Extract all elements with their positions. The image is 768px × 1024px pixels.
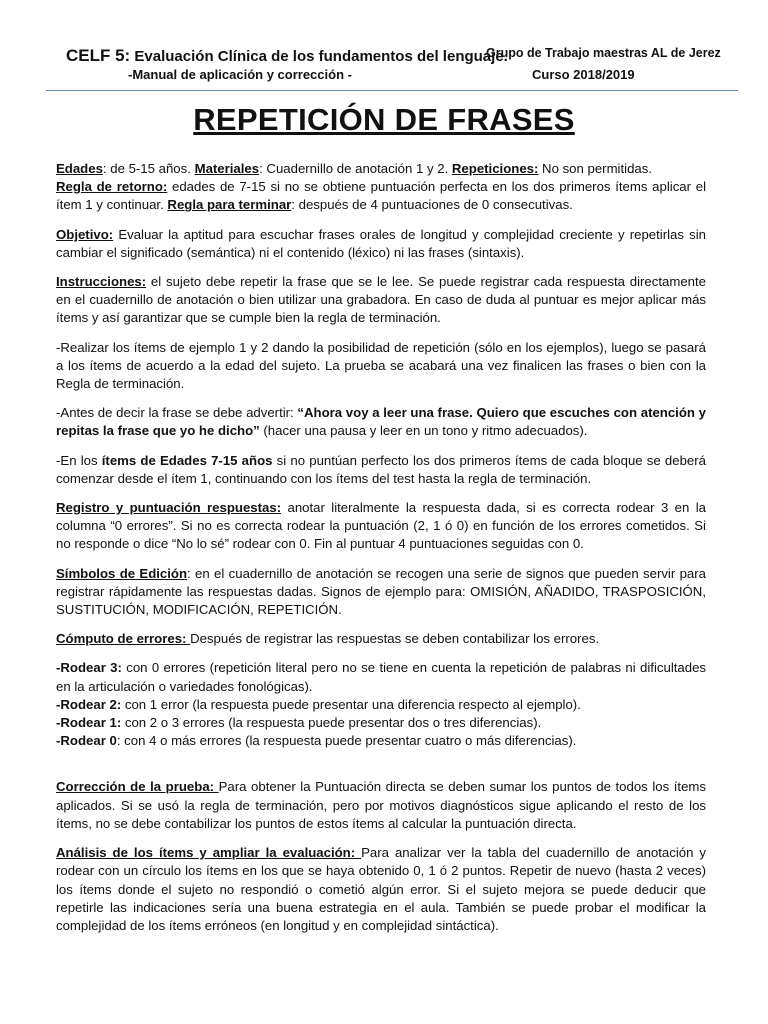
label-repeticiones: Repeticiones: (451, 161, 539, 176)
label-rodear-0: -Rodear 0 (56, 733, 117, 749)
text-items-2: si no puntúan perfecto los dos primeros ítems de cada bloque se deberá comenzar desde el ítem 1, continuando con los ítems del test hasta la regla de terminación. (56, 452, 706, 486)
text-correccion: Para obtener la Puntuación directa se deben sumar los puntos de todos los ítems aplicados. Si se usó la regla de terminación, pero por motivos diagnósticos sigue aplicando el resto de los ítems, no se debe contabilizar los puntos de estos ítems al calcular la puntuación directa. (56, 779, 706, 831)
paragraph-objetivo (56, 226, 706, 262)
text-antes-1: -Antes de decir la frase se debe advertir: (56, 405, 298, 421)
paragraph-edades (56, 160, 706, 215)
label-registro: Registro y puntuación respuestas: (56, 500, 282, 516)
text-repeticiones: No son permitidas. (538, 161, 652, 176)
label-regla-terminar: Regla para terminar (167, 197, 292, 213)
label-edades: Edades (56, 161, 103, 176)
label-computo: Cómputo de errores: (56, 631, 191, 647)
paragraph-realizar: -Realizar los ítems de ejemplo 1 y 2 dando la posibilidad de repetición (sólo en los ejemplos), luego se pasará a los ítems de acuerdo a la edad del sujeto. La prueba se acabará una vez finalicen las frases o bien con la Regla de terminación. (56, 339, 706, 392)
header-line-2 (0, 67, 768, 89)
text-edades: : de 5-15 años. (102, 161, 195, 176)
rodear-3 (56, 659, 706, 695)
text-items-1: -En los (56, 452, 102, 468)
header-course: Curso 2018/2019 (532, 67, 635, 82)
text-registro: anotar literalmente la respuesta dada, si es correcta rodear 3 en la columna “0 errores”. Si no es correcta rodear la puntuación (2, 1 ó 0) en función de los errores cometidos. Si no responde o dice “No lo sé” rodear con 0. Fin al puntuar 4 puntuaciones seguidas con 0. (56, 500, 706, 552)
header-manual: -Manual de aplicación y corrección - (128, 67, 352, 82)
label-materiales: Materiales (194, 161, 260, 176)
text-rodear-2: con 1 error (la respuesta puede presentar una diferencia respecto al ejemplo). (121, 696, 581, 712)
paragraph-analisis (56, 844, 706, 935)
text-materiales: : Cuadernillo de anotación 1 y 2. (259, 161, 452, 176)
header-line-1 (0, 46, 768, 68)
text-rodear-1: con 2 o 3 errores (la respuesta puede presentar dos o tres diferencias). (121, 715, 542, 731)
text-simbolos: : en el cuadernillo de anotación se recogen una serie de signos que pueden servir para registrar rápidamente las respuestas dadas. Signos de ejemplo para: OMISIÓN, AÑADIDO, TRASPOSICIÓN, SUSTITUCIÓN, MODIFICACIÓN, REPETICIÓN. (56, 565, 706, 618)
header-group: Grupo de Trabajo maestras AL de Jerez (486, 46, 721, 60)
paragraph-registro (56, 499, 706, 554)
label-rodear-2: -Rodear 2: (56, 696, 122, 712)
label-objetivo: Objetivo: (56, 226, 114, 242)
paragraph-correccion (56, 778, 706, 833)
label-analisis: Análisis de los ítems y ampliar la evaluación: (56, 845, 362, 861)
text-objetivo: Evaluar la aptitud para escuchar frases orales de longitud y complejidad creciente y repetirlas sin cambiar el significado (semántica) ni el contenido (léxico) ni las frases (sintaxis). (56, 226, 706, 260)
text-instrucciones: el sujeto debe repetir la frase que se le lee. Se puede registrar cada respuesta directamente en el cuadernillo de anotación o bien utilizar una grabadora. En caso de duda al puntuar es mejor aplicar más ítems y así garantizar que se cumple bien la regla de terminación. (56, 274, 706, 326)
text-rodear-3: con 0 errores (repetición literal pero no se tiene en cuenta la repetición de palabras ni dificultades en la articulación o variedades fonológicas). (56, 660, 707, 694)
rodear-2 (56, 696, 706, 714)
header-divider (46, 90, 738, 91)
document-body (56, 160, 706, 946)
paragraph-instrucciones (56, 273, 706, 328)
bold-items: ítems de Edades 7-15 años (101, 452, 273, 468)
label-regla-retorno: Regla de retorno: (56, 179, 168, 195)
rodear-0 (56, 732, 706, 750)
paragraph-antes (56, 404, 706, 440)
paragraph-simbolos (56, 565, 706, 620)
label-instrucciones: Instrucciones: (56, 274, 147, 290)
label-simbolos: Símbolos de Edición (56, 565, 188, 581)
text-regla-retorno: edades de 7-15 si no se obtiene puntuación perfecta en los dos primeros ítems aplicar el ítem 1 y continuar. (56, 179, 706, 213)
label-rodear-1: -Rodear 1: (56, 715, 122, 731)
quote-antes: “Ahora voy a leer una frase. Quiero que escuches con atención y repitas la frase que yo he dicho” (56, 405, 706, 439)
header-celf-title: CELF 5: (66, 46, 131, 65)
text-antes-2: (hacer una pausa y leer en un tono y ritmo adecuados). (259, 423, 588, 439)
text-computo: Después de registrar las respuestas se deben contabilizar los errores. (190, 631, 600, 647)
paragraph-items (56, 452, 706, 488)
label-correccion: Corrección de la prueba: (56, 779, 219, 795)
header-celf (66, 46, 508, 66)
header-evaluation: Evaluación Clínica de los fundamentos del lenguaje. (134, 48, 508, 65)
rodear-1 (56, 714, 706, 732)
page-title: REPETICIÓN DE FRASES (193, 102, 575, 137)
label-rodear-3: -Rodear 3: (56, 660, 122, 676)
text-regla-terminar: : después de 4 puntuaciones de 0 consecutivas. (291, 197, 573, 213)
paragraph-computo (56, 630, 706, 648)
text-analisis: Para analizar ver la tabla del cuadernillo de anotación y rodear con un círculo los ítems en los que se haya obtenido 0, 1 ó 2 puntos. Repetir de nuevo (hasta 2 veces) los ítems donde el sujeto no respondió o cometió algún error. Si el sujeto mejora se puede deducir que repetirle las indicaciones sería una buena estrategia en el aula. También se puede probar el modificar la complejidad de los ítems erróneos (en longitud y en complejidad sintáctica). (56, 845, 707, 933)
text-rodear-0: : con 4 o más errores (la respuesta puede presentar cuatro o más diferencias). (116, 733, 577, 749)
